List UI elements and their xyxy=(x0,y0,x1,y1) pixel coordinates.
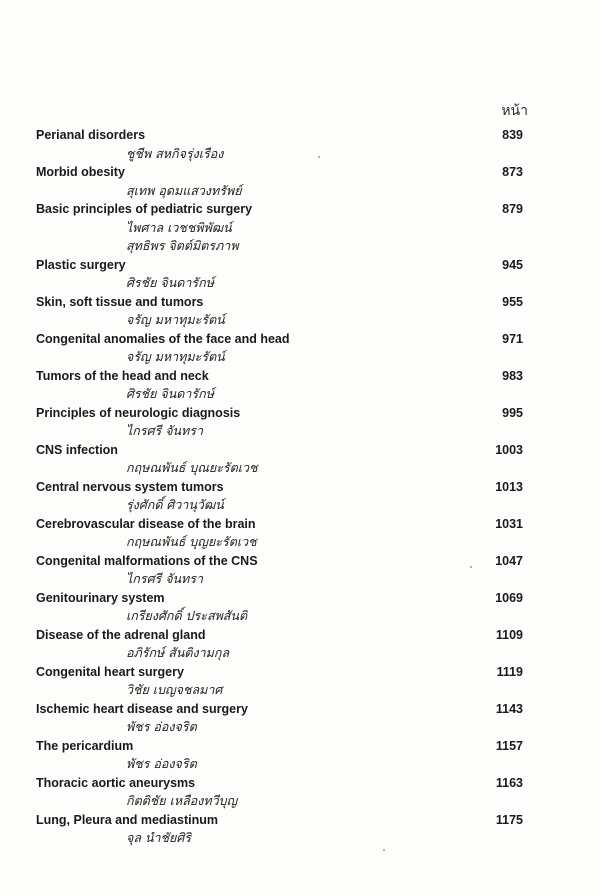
toc-entry xyxy=(0,626,600,663)
chapter-author: ศิรชัย จินดารักษ์ xyxy=(126,386,214,401)
toc-title-row xyxy=(0,774,600,793)
toc-title-row xyxy=(0,404,600,423)
toc-title-row xyxy=(0,293,600,312)
chapter-title: Ischemic heart disease and surgery xyxy=(36,701,248,716)
toc-entry xyxy=(0,293,600,330)
page-header xyxy=(0,100,600,124)
page-number: 1157 xyxy=(495,738,523,753)
page-number: 1163 xyxy=(495,775,523,790)
page-number: 839 xyxy=(502,128,523,142)
chapter-author: จุล นำชัยศิริ xyxy=(126,830,191,845)
page-number: 971 xyxy=(502,331,523,346)
toc-entry xyxy=(0,700,600,737)
toc-title-row xyxy=(0,589,600,608)
toc-title-row xyxy=(0,552,600,571)
toc-title-row xyxy=(0,700,600,719)
scan-speck xyxy=(383,849,385,851)
chapter-title: Plastic surgery xyxy=(36,257,126,272)
page-column-label: หน้า xyxy=(501,103,528,119)
scan-speck xyxy=(318,156,320,158)
toc-entry xyxy=(0,126,600,163)
chapter-author: กิตติชัย เหลืองทวีบุญ xyxy=(126,793,238,808)
toc-entry xyxy=(0,737,600,774)
toc-entry xyxy=(0,663,600,700)
page-number: 1031 xyxy=(495,516,523,531)
chapter-author: ศิรชัย จินดารักษ์ xyxy=(126,275,214,290)
toc-entry xyxy=(0,478,600,515)
page-number: 1069 xyxy=(495,590,523,605)
chapter-title: Cerebrovascular disease of the brain xyxy=(36,516,256,531)
page-number: 945 xyxy=(502,257,523,272)
page-number: 995 xyxy=(502,405,523,420)
chapter-title: Genitourinary system xyxy=(36,590,165,605)
page-number: 873 xyxy=(502,165,523,179)
chapter-author: พัชร อ่องจริต xyxy=(126,756,197,771)
toc-title-row xyxy=(0,200,600,219)
toc-entry xyxy=(0,552,600,589)
chapter-author: ไพศาล เวชชพิพัฒน์ xyxy=(126,219,232,235)
scan-speck xyxy=(470,566,472,568)
chapter-title: Principles of neurologic diagnosis xyxy=(36,405,241,420)
chapter-title: Morbid obesity xyxy=(36,165,125,179)
page-number: 955 xyxy=(502,294,523,309)
chapter-author: ไกรศรี จันทรา xyxy=(126,571,204,586)
chapter-author: จรัญ มหาทุมะรัตน์ xyxy=(126,312,225,327)
chapter-title: Congenital anomalies of the face and head xyxy=(36,331,290,346)
chapter-title: Perianal disorders xyxy=(36,128,146,142)
chapter-title: CNS infection xyxy=(36,442,118,457)
toc-title-row xyxy=(0,256,600,275)
chapter-author: ชูชีพ สหกิจรุ่งเรือง xyxy=(126,145,224,161)
toc-title-row xyxy=(0,478,600,497)
toc-entry xyxy=(0,367,600,404)
toc-entry xyxy=(0,441,600,478)
toc-entry xyxy=(0,256,600,293)
page-number: 1013 xyxy=(495,479,523,494)
table-of-contents xyxy=(0,126,600,848)
chapter-author: พัชร อ่องจริต xyxy=(126,719,197,734)
toc-title-row xyxy=(0,663,600,682)
page-number: 1047 xyxy=(495,553,523,568)
page-number: 1119 xyxy=(496,664,523,679)
toc-title-row xyxy=(0,737,600,756)
toc-title-row xyxy=(0,441,600,460)
chapter-title: Thoracic aortic aneurysms xyxy=(36,775,196,790)
chapter-title: The pericardium xyxy=(36,738,134,753)
chapter-author: อภิรักษ์ สันติงามกุล xyxy=(126,645,230,660)
chapter-title: Congenital heart surgery xyxy=(36,664,184,679)
toc-entry xyxy=(0,163,600,200)
page-number: 1143 xyxy=(495,701,523,716)
chapter-author: จรัญ มหาทุมะรัตน์ xyxy=(126,349,225,364)
chapter-author: ไกรศรี จันทรา xyxy=(126,423,204,438)
toc-title-row xyxy=(0,626,600,645)
toc-entry xyxy=(0,404,600,441)
toc-title-row xyxy=(0,330,600,349)
chapter-author: เกรียงศักดิ์ ประสพสันติ xyxy=(126,608,248,623)
chapter-title: Lung, Pleura and mediastinum xyxy=(36,812,218,827)
toc-entry xyxy=(0,589,600,626)
toc-title-row xyxy=(0,515,600,534)
toc-entry xyxy=(0,774,600,811)
chapter-author: สุเทพ อุดมแสวงทรัพย์ xyxy=(126,182,242,198)
chapter-title: Basic principles of pediatric surgery xyxy=(36,202,253,216)
page-number: 983 xyxy=(502,368,523,383)
toc-title-row xyxy=(0,811,600,830)
page-number: 1003 xyxy=(495,442,523,457)
chapter-title: Skin, soft tissue and tumors xyxy=(36,294,204,309)
page-number: 1175 xyxy=(495,812,523,827)
page-number: 1109 xyxy=(495,627,523,642)
chapter-title: Central nervous system tumors xyxy=(36,479,224,494)
toc-entry xyxy=(0,200,600,256)
chapter-title: Congenital malformations of the CNS xyxy=(36,553,258,568)
chapter-author: สุทธิพร จิตต์มิตรภาพ xyxy=(126,238,239,253)
chapter-author: กฤษณพันธ์ บุณยะรัตเวช xyxy=(126,460,258,475)
chapter-title: Tumors of the head and neck xyxy=(36,368,209,383)
toc-entry xyxy=(0,515,600,552)
toc-entry xyxy=(0,330,600,367)
chapter-title: Disease of the adrenal gland xyxy=(36,627,206,642)
toc-title-row xyxy=(0,163,600,182)
chapter-author: วิชัย เบญจชลมาศ xyxy=(126,682,223,697)
page-number: 879 xyxy=(502,202,523,216)
toc-title-row xyxy=(0,367,600,386)
chapter-author: รุ่งศักดิ์ ศิวานุวัฒน์ xyxy=(126,497,224,512)
toc-title-row xyxy=(0,126,600,145)
chapter-author: กฤษณพันธ์ บุญยะรัตเวช xyxy=(126,534,257,549)
toc-entry xyxy=(0,811,600,848)
